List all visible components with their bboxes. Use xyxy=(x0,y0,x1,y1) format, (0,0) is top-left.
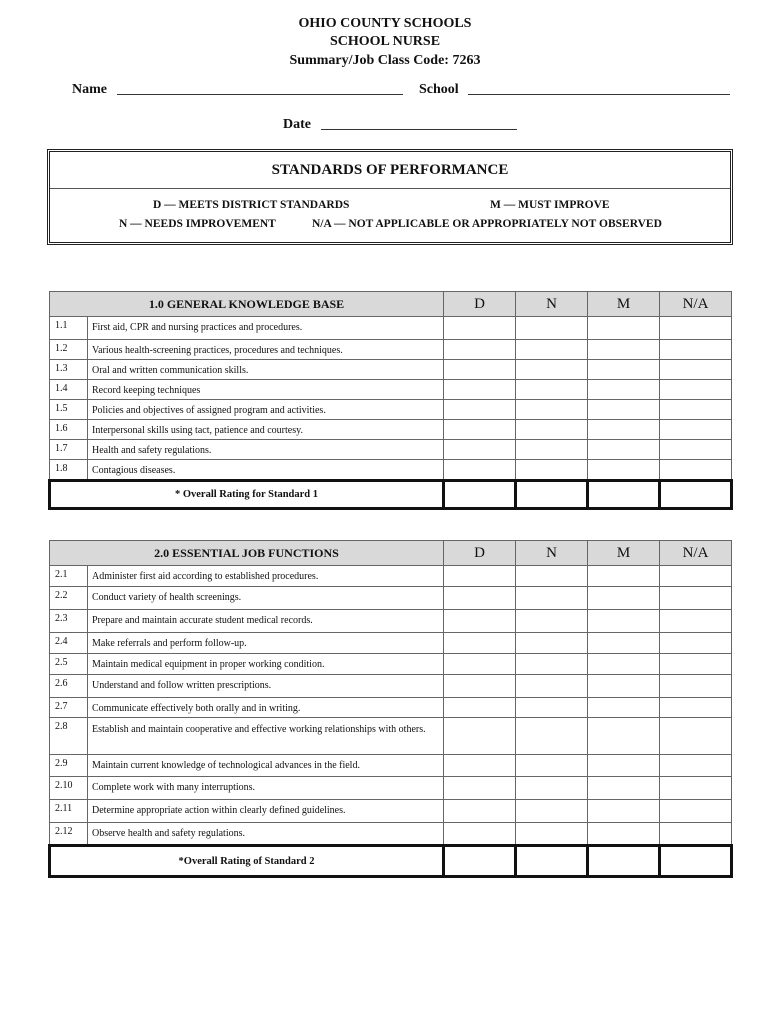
item-number: 1.6 xyxy=(50,420,88,440)
rating-cell-na[interactable] xyxy=(660,800,732,823)
table-row xyxy=(50,698,732,718)
rating-cell-m[interactable] xyxy=(588,654,660,675)
rating-cell-m[interactable] xyxy=(588,755,660,777)
rating-cell-na[interactable] xyxy=(660,380,732,400)
rating-cell-d[interactable] xyxy=(444,654,516,675)
table-row xyxy=(50,755,732,777)
rating-cell-d[interactable] xyxy=(444,777,516,800)
rating-cell-m[interactable] xyxy=(588,587,660,610)
item-text: Prepare and maintain accurate student medical records. xyxy=(88,610,444,633)
table-row xyxy=(50,360,732,380)
rating-cell-m[interactable] xyxy=(588,340,660,360)
table-row xyxy=(50,420,732,440)
table-row xyxy=(50,777,732,800)
rating-cell-na[interactable] xyxy=(660,610,732,633)
rating-cell-na[interactable] xyxy=(660,755,732,777)
item-number: 2.8 xyxy=(50,718,88,755)
item-text: Contagious diseases. xyxy=(88,460,444,481)
rating-cell-n[interactable] xyxy=(516,633,588,654)
rating-cell-na[interactable] xyxy=(660,675,732,698)
rating-cell-d[interactable] xyxy=(444,340,516,360)
rating-cell-m[interactable] xyxy=(588,420,660,440)
rating-cell-na[interactable] xyxy=(660,654,732,675)
item-number: 1.1 xyxy=(50,317,88,340)
col-d-header: D xyxy=(444,292,516,317)
table-row xyxy=(50,633,732,654)
overall-cell-n[interactable] xyxy=(516,481,588,509)
rating-cell-d[interactable] xyxy=(444,400,516,420)
overall-cell-m[interactable] xyxy=(588,846,660,877)
rating-cell-na[interactable] xyxy=(660,400,732,420)
rating-cell-n[interactable] xyxy=(516,755,588,777)
item-number: 2.6 xyxy=(50,675,88,698)
table-row xyxy=(50,460,732,481)
rating-cell-m[interactable] xyxy=(588,675,660,698)
rating-cell-na[interactable] xyxy=(660,566,732,587)
rating-cell-d[interactable] xyxy=(444,698,516,718)
rating-cell-d[interactable] xyxy=(444,566,516,587)
rating-cell-na[interactable] xyxy=(660,420,732,440)
rating-cell-d[interactable] xyxy=(444,718,516,755)
overall-cell-d[interactable] xyxy=(444,481,516,509)
table-row xyxy=(50,587,732,610)
item-text: Observe health and safety regulations. xyxy=(88,823,444,846)
item-number: 2.4 xyxy=(50,633,88,654)
rating-cell-n[interactable] xyxy=(516,610,588,633)
rating-cell-d[interactable] xyxy=(444,380,516,400)
rating-cell-na[interactable] xyxy=(660,777,732,800)
item-number: 1.5 xyxy=(50,400,88,420)
overall-cell-n[interactable] xyxy=(516,846,588,877)
item-text: Conduct variety of health screenings. xyxy=(88,587,444,610)
district-title: OHIO COUNTY SCHOOLS xyxy=(298,16,472,31)
overall-rating-row xyxy=(50,846,732,877)
table-row xyxy=(50,800,732,823)
item-number: 2.1 xyxy=(50,566,88,587)
job-class-code: Summary/Job Class Code: 7263 xyxy=(289,53,481,68)
table-row xyxy=(50,340,732,360)
item-number: 2.9 xyxy=(50,755,88,777)
date-field xyxy=(283,117,517,133)
item-text: Administer first aid according to established procedures. xyxy=(88,566,444,587)
rating-cell-m[interactable] xyxy=(588,718,660,755)
item-number: 2.2 xyxy=(50,587,88,610)
legend-m: M — MUST IMPROVE xyxy=(490,199,610,211)
rating-cell-m[interactable] xyxy=(588,823,660,846)
table-row xyxy=(50,380,732,400)
rating-cell-n[interactable] xyxy=(516,317,588,340)
table-row xyxy=(50,823,732,846)
name-label: Name xyxy=(72,82,107,97)
rating-cell-n[interactable] xyxy=(516,400,588,420)
school-field xyxy=(419,82,730,98)
legend-n: N — NEEDS IMPROVEMENT xyxy=(119,218,276,230)
table-row xyxy=(50,566,732,587)
standards-legend-box xyxy=(47,149,733,245)
rating-cell-d[interactable] xyxy=(444,317,516,340)
section1-title: 1.0 GENERAL KNOWLEDGE BASE xyxy=(50,292,444,317)
item-number: 2.7 xyxy=(50,698,88,718)
item-number: 2.3 xyxy=(50,610,88,633)
item-text: Health and safety regulations. xyxy=(88,440,444,460)
rating-cell-n[interactable] xyxy=(516,777,588,800)
rating-cell-m[interactable] xyxy=(588,777,660,800)
rating-cell-d[interactable] xyxy=(444,440,516,460)
rating-cell-m[interactable] xyxy=(588,633,660,654)
rating-cell-n[interactable] xyxy=(516,823,588,846)
item-number: 2.11 xyxy=(50,800,88,823)
rating-cell-n[interactable] xyxy=(516,698,588,718)
rating-cell-d[interactable] xyxy=(444,675,516,698)
rating-cell-na[interactable] xyxy=(660,360,732,380)
rating-cell-na[interactable] xyxy=(660,633,732,654)
section2-title: 2.0 ESSENTIAL JOB FUNCTIONS xyxy=(50,541,444,566)
rating-cell-m[interactable] xyxy=(588,800,660,823)
item-number: 1.2 xyxy=(50,340,88,360)
rating-cell-n[interactable] xyxy=(516,360,588,380)
overall-cell-na[interactable] xyxy=(660,846,732,877)
rating-cell-n[interactable] xyxy=(516,420,588,440)
rating-cell-na[interactable] xyxy=(660,823,732,846)
rating-cell-d[interactable] xyxy=(444,755,516,777)
rating-cell-m[interactable] xyxy=(588,698,660,718)
item-text: Various health-screening practices, procedures and techniques. xyxy=(88,340,444,360)
table-row xyxy=(50,400,732,420)
overall-rating-row xyxy=(50,481,732,509)
rating-cell-d[interactable] xyxy=(444,800,516,823)
rating-cell-m[interactable] xyxy=(588,460,660,481)
item-text: Policies and objectives of assigned program and activities. xyxy=(88,400,444,420)
table-row xyxy=(50,675,732,698)
rating-cell-n[interactable] xyxy=(516,654,588,675)
item-number: 1.7 xyxy=(50,440,88,460)
rating-cell-na[interactable] xyxy=(660,460,732,481)
item-text: Complete work with many interruptions. xyxy=(88,777,444,800)
col-na-header: N/A xyxy=(660,292,732,317)
rating-cell-m[interactable] xyxy=(588,317,660,340)
rating-cell-m[interactable] xyxy=(588,360,660,380)
table-row xyxy=(50,654,732,675)
rating-cell-n[interactable] xyxy=(516,587,588,610)
date-label: Date xyxy=(283,117,311,132)
item-text: Communicate effectively both orally and in writing. xyxy=(88,698,444,718)
rating-cell-n[interactable] xyxy=(516,566,588,587)
rating-cell-d[interactable] xyxy=(444,610,516,633)
overall-cell-d[interactable] xyxy=(444,846,516,877)
job-title: SCHOOL NURSE xyxy=(329,34,441,49)
standards-title: STANDARDS OF PERFORMANCE xyxy=(50,152,730,189)
rating-cell-m[interactable] xyxy=(588,440,660,460)
item-text: Maintain current knowledge of technological advances in the field. xyxy=(88,755,444,777)
rating-cell-na[interactable] xyxy=(660,698,732,718)
rating-cell-m[interactable] xyxy=(588,566,660,587)
item-number: 1.4 xyxy=(50,380,88,400)
item-text: Make referrals and perform follow-up. xyxy=(88,633,444,654)
table-row xyxy=(50,317,732,340)
rating-cell-na[interactable] xyxy=(660,317,732,340)
item-number: 2.10 xyxy=(50,777,88,800)
overall-rating-label: * Overall Rating for Standard 1 xyxy=(50,481,444,509)
col-m-header: M xyxy=(588,541,660,566)
item-text: Interpersonal skills using tact, patience and courtesy. xyxy=(88,420,444,440)
rating-cell-n[interactable] xyxy=(516,718,588,755)
rating-cell-d[interactable] xyxy=(444,360,516,380)
table-row xyxy=(50,610,732,633)
item-number: 2.5 xyxy=(50,654,88,675)
overall-cell-m[interactable] xyxy=(588,481,660,509)
rating-cell-n[interactable] xyxy=(516,800,588,823)
rating-cell-d[interactable] xyxy=(444,587,516,610)
item-number: 1.3 xyxy=(50,360,88,380)
item-text: Oral and written communication skills. xyxy=(88,360,444,380)
school-input[interactable] xyxy=(468,82,730,95)
table-row xyxy=(50,718,732,755)
rating-cell-n[interactable] xyxy=(516,460,588,481)
item-text: Determine appropriate action within clearly defined guidelines. xyxy=(88,800,444,823)
rating-cell-na[interactable] xyxy=(660,440,732,460)
name-field xyxy=(72,82,403,98)
rating-cell-d[interactable] xyxy=(444,633,516,654)
col-d-header: D xyxy=(444,541,516,566)
item-text: Maintain medical equipment in proper working condition. xyxy=(88,654,444,675)
school-label: School xyxy=(419,82,459,97)
rating-cell-d[interactable] xyxy=(444,823,516,846)
rating-cell-m[interactable] xyxy=(588,400,660,420)
rating-cell-n[interactable] xyxy=(516,340,588,360)
item-text: Understand and follow written prescriptions. xyxy=(88,675,444,698)
rating-cell-n[interactable] xyxy=(516,440,588,460)
rating-cell-m[interactable] xyxy=(588,380,660,400)
legend-na: N/A — NOT APPLICABLE OR APPROPRIATELY NOT OBSERVED xyxy=(312,218,662,230)
overall-rating-label: *Overall Rating of Standard 2 xyxy=(50,846,444,877)
legend-d: D — MEETS DISTRICT STANDARDS xyxy=(153,199,350,211)
rating-cell-n[interactable] xyxy=(516,380,588,400)
rating-cell-na[interactable] xyxy=(660,587,732,610)
rating-cell-d[interactable] xyxy=(444,460,516,481)
table-row xyxy=(50,440,732,460)
rating-cell-m[interactable] xyxy=(588,610,660,633)
rating-cell-na[interactable] xyxy=(660,718,732,755)
overall-cell-na[interactable] xyxy=(660,481,732,509)
rating-cell-na[interactable] xyxy=(660,340,732,360)
col-m-header: M xyxy=(588,292,660,317)
date-input[interactable] xyxy=(321,117,517,130)
rating-cell-d[interactable] xyxy=(444,420,516,440)
col-n-header: N xyxy=(516,541,588,566)
section2-table xyxy=(48,540,733,878)
item-text: First aid, CPR and nursing practices and procedures. xyxy=(88,317,444,340)
name-input[interactable] xyxy=(117,82,403,95)
item-text: Record keeping techniques xyxy=(88,380,444,400)
item-number: 1.8 xyxy=(50,460,88,481)
section1-table xyxy=(48,291,733,510)
item-number: 2.12 xyxy=(50,823,88,846)
col-n-header: N xyxy=(516,292,588,317)
col-na-header: N/A xyxy=(660,541,732,566)
item-text: Establish and maintain cooperative and effective working relationships with others. xyxy=(88,718,444,755)
rating-cell-n[interactable] xyxy=(516,675,588,698)
